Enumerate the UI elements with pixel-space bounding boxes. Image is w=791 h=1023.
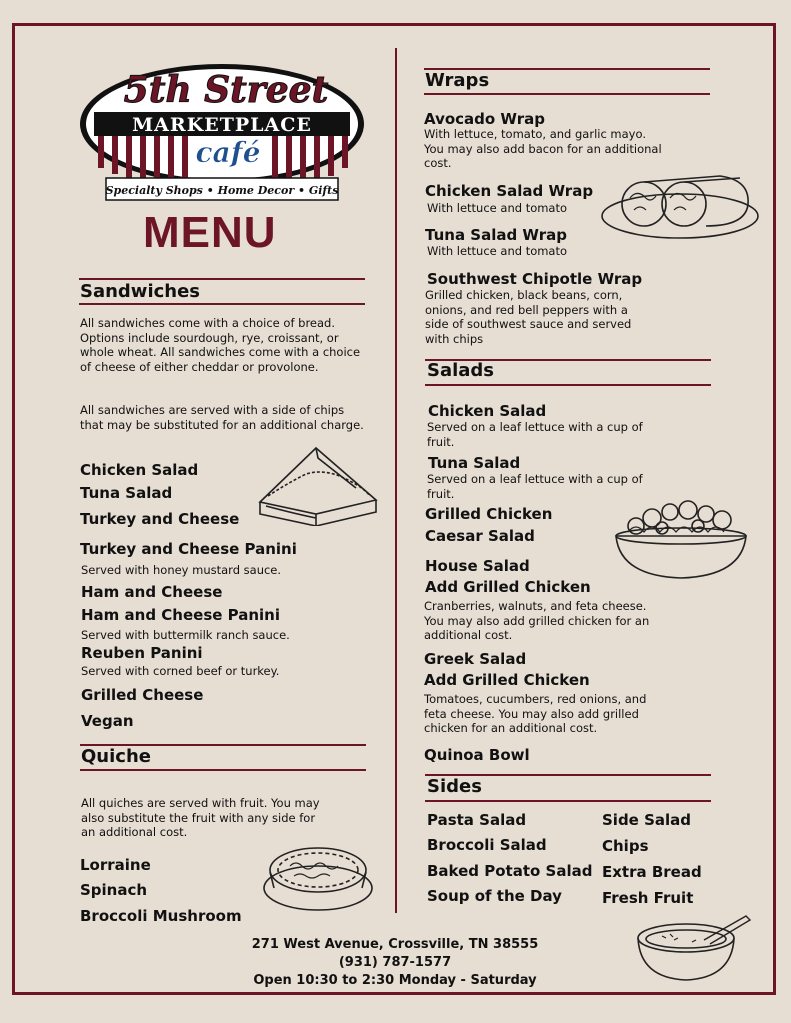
salad-item-desc: Served on a leaf lettuce with a cup of fruit. bbox=[427, 472, 643, 501]
sandwiches-heading: Sandwiches bbox=[80, 281, 201, 302]
wraps-rule-bottom bbox=[424, 93, 710, 95]
column-divider bbox=[395, 48, 397, 913]
wrap-item: Avocado Wrap bbox=[424, 110, 545, 128]
footer-phone: (931) 787-1577 bbox=[338, 955, 452, 970]
sandwiches-description: All sandwiches come with a choice of bread. Options include sourdough, rye, croissant, or whole wheat. All sandwiches come with a choice of cheese of either cheddar or provolone. bbox=[80, 316, 361, 374]
quiche-rule-bottom bbox=[80, 769, 366, 771]
side-item: Pasta Salad bbox=[427, 811, 527, 829]
wrap-item-desc: With lettuce and tomato bbox=[427, 201, 568, 215]
quiche-item: Spinach bbox=[80, 881, 148, 899]
quiche-item: Broccoli Mushroom bbox=[80, 907, 242, 925]
sandwich-item: Tuna Salad bbox=[80, 484, 173, 502]
sandwich-item-desc: Served with corned beef or turkey. bbox=[81, 664, 280, 678]
salad-illustration bbox=[612, 496, 750, 582]
side-item: Chips bbox=[602, 837, 649, 855]
salad-item-line2: Add Grilled Chicken bbox=[424, 671, 590, 689]
sandwich-item-desc: Served with honey mustard sauce. bbox=[81, 563, 282, 577]
wrap-item-desc: With lettuce and tomato bbox=[427, 244, 568, 258]
wrap-item-desc: Grilled chicken, black beans, corn, onions, and red bell peppers with a side of southwest sauce and served with chips bbox=[425, 288, 632, 346]
salad-item: Chicken Salad bbox=[428, 402, 547, 420]
salad-item-line2: Caesar Salad bbox=[425, 527, 535, 545]
side-item: Broccoli Salad bbox=[427, 836, 547, 854]
side-item: Baked Potato Salad bbox=[427, 862, 593, 880]
menu-title: MENU bbox=[143, 208, 277, 257]
sandwich-illustration bbox=[256, 444, 380, 526]
quiche-illustration bbox=[260, 840, 376, 916]
sandwich-item: Reuben Panini bbox=[81, 644, 203, 662]
sides-rule-bottom bbox=[425, 800, 711, 802]
sandwiches-chips-note: All sandwiches are served with a side of chips that may be substituted for an additional charge. bbox=[80, 403, 364, 432]
salad-item-desc: Tomatoes, cucumbers, red onions, and feta cheese. You may also add grilled chicken for an additional cost. bbox=[424, 692, 647, 735]
sandwich-item: Chicken Salad bbox=[80, 461, 199, 479]
side-item: Side Salad bbox=[602, 811, 692, 829]
salad-item: Quinoa Bowl bbox=[424, 746, 530, 764]
wrap-illustration bbox=[600, 170, 764, 242]
sandwich-item: Grilled Cheese bbox=[81, 686, 204, 704]
soup-illustration bbox=[634, 912, 752, 984]
sandwich-item: Turkey and Cheese Panini bbox=[80, 540, 297, 558]
wraps-heading: Wraps bbox=[425, 70, 490, 91]
quiche-item: Lorraine bbox=[80, 856, 151, 874]
sandwich-item: Vegan bbox=[81, 712, 134, 730]
side-item: Extra Bread bbox=[602, 863, 702, 881]
wrap-item-desc: With lettuce, tomato, and garlic mayo. You may also add bacon for an additional cost. bbox=[424, 127, 662, 170]
sandwiches-rule-bottom bbox=[79, 303, 365, 305]
side-item: Fresh Fruit bbox=[602, 889, 694, 907]
logo-brand-cafe: café bbox=[195, 136, 261, 169]
salad-item: Greek Salad bbox=[424, 650, 527, 668]
cafe-logo bbox=[76, 58, 368, 208]
sandwich-item: Turkey and Cheese bbox=[80, 510, 240, 528]
salad-item: Tuna Salad bbox=[428, 454, 521, 472]
wrap-item: Tuna Salad Wrap bbox=[425, 226, 567, 244]
sides-heading: Sides bbox=[427, 776, 482, 797]
sandwich-item-desc: Served with buttermilk ranch sauce. bbox=[81, 628, 290, 642]
salad-item-desc: Served on a leaf lettuce with a cup of fruit. bbox=[427, 420, 643, 449]
logo-tagline: Specialty Shops • Home Decor • Gifts bbox=[105, 184, 339, 197]
sandwich-item: Ham and Cheese Panini bbox=[81, 606, 280, 624]
footer-hours: Open 10:30 to 2:30 Monday - Saturday bbox=[253, 973, 537, 988]
wrap-item: Chicken Salad Wrap bbox=[425, 182, 594, 200]
side-item: Soup of the Day bbox=[427, 887, 562, 905]
sandwich-item: Ham and Cheese bbox=[81, 583, 223, 601]
logo-brand-middle: MARKETPLACE bbox=[132, 114, 312, 136]
quiche-description: All quiches are served with fruit. You may also substitute the fruit with any side for an additional cost. bbox=[81, 796, 320, 839]
salad-item-line2: Add Grilled Chicken bbox=[425, 578, 591, 596]
salad-item-desc: Cranberries, walnuts, and feta cheese. You may also add grilled chicken for an additional cost. bbox=[424, 599, 650, 642]
quiche-heading: Quiche bbox=[81, 746, 151, 767]
footer-address: 271 West Avenue, Crossville, TN 38555 bbox=[251, 937, 539, 952]
salads-heading: Salads bbox=[427, 360, 495, 381]
logo-brand-top: 5th Street bbox=[123, 69, 329, 111]
wrap-item: Southwest Chipotle Wrap bbox=[427, 270, 643, 288]
sandwiches-rule-top bbox=[79, 278, 365, 280]
salad-item: House Salad bbox=[425, 557, 530, 575]
salads-rule-bottom bbox=[425, 384, 711, 386]
salad-item: Grilled Chicken bbox=[425, 505, 553, 523]
